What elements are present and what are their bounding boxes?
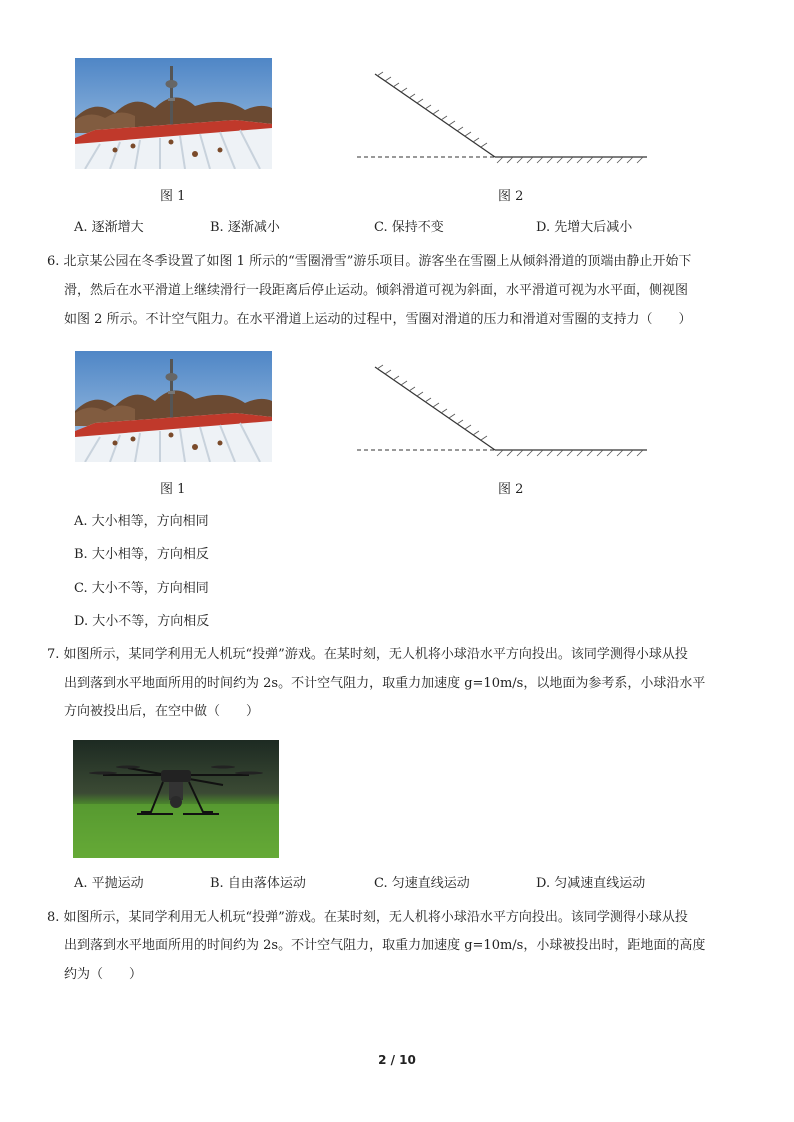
drone-photo (73, 740, 279, 858)
q8-line-3: 约为（ ） (64, 967, 143, 982)
snow-park-photo-2 (75, 351, 272, 462)
q6-option-d: D. 大小不等，方向相反 (74, 614, 210, 629)
q8-line-1: 8. 如图所示，某同学利用无人机玩“投弹”游戏。在某时刻，无人机将小球沿水平方向投出。该同学测得小球从投 (47, 910, 688, 925)
q7-line-1: 7. 如图所示，某同学利用无人机玩“投弹”游戏。在某时刻，无人机将小球沿水平方向投出。该同学测得小球从投 (47, 647, 688, 662)
figure-1-caption: 图 1 (160, 189, 186, 204)
q7-option-b: B. 自由落体运动 (210, 876, 306, 891)
snow-slide-image (75, 58, 272, 169)
q7-option-a: A. 平抛运动 (74, 876, 144, 891)
slope-diagram-2 (355, 363, 650, 458)
incline-diagram (355, 363, 650, 458)
figure-2-caption: 图 2 (498, 189, 524, 204)
q7-option-d: D. 匀减速直线运动 (536, 876, 646, 891)
q6-line-3: 如图 2 所示。不计空气阻力。在水平滑道上运动的过程中，雪圈对滑道的压力和滑道对雪圈的支持力（ ） (64, 312, 692, 327)
page-number: 2 / 10 (378, 1053, 416, 1067)
q5-option-a: A. 逐渐增大 (74, 220, 144, 235)
incline-diagram (355, 70, 650, 165)
q6-option-a: A. 大小相等，方向相同 (74, 514, 209, 529)
drone-image (73, 740, 279, 858)
q6-line-1: 6. 北京某公园在冬季设置了如图 1 所示的“雪圈滑雪”游乐项目。游客坐在雪圈上从倾斜滑道的顶端由静止开始下 (47, 254, 692, 269)
figure-1-caption-q6: 图 1 (160, 482, 186, 497)
figure-2-caption-q6: 图 2 (498, 482, 524, 497)
q5-option-b: B. 逐渐减小 (210, 220, 280, 235)
snow-slide-image (75, 351, 272, 462)
q5-option-c: C. 保持不变 (374, 220, 444, 235)
q8-line-2: 出到落到水平地面所用的时间约为 2s。不计空气阻力，取重力加速度 g=10m/s，小球被投出时，距地面的高度 (64, 938, 706, 953)
snow-park-photo-1 (75, 58, 272, 169)
q6-option-c: C. 大小不等，方向相同 (74, 581, 209, 596)
slope-diagram-1 (355, 70, 650, 165)
q5-option-d: D. 先增大后减小 (536, 220, 633, 235)
q6-option-b: B. 大小相等，方向相反 (74, 547, 209, 562)
q7-line-2: 出到落到水平地面所用的时间约为 2s。不计空气阻力，取重力加速度 g=10m/s，以地面为参考系，小球沿水平 (64, 676, 706, 691)
q6-line-2: 滑，然后在水平滑道上继续滑行一段距离后停止运动。倾斜滑道可视为斜面，水平滑道可视为水平面，侧视图 (64, 283, 689, 298)
q7-line-3: 方向被投出后，在空中做（ ） (64, 704, 260, 719)
q7-option-c: C. 匀速直线运动 (374, 876, 470, 891)
